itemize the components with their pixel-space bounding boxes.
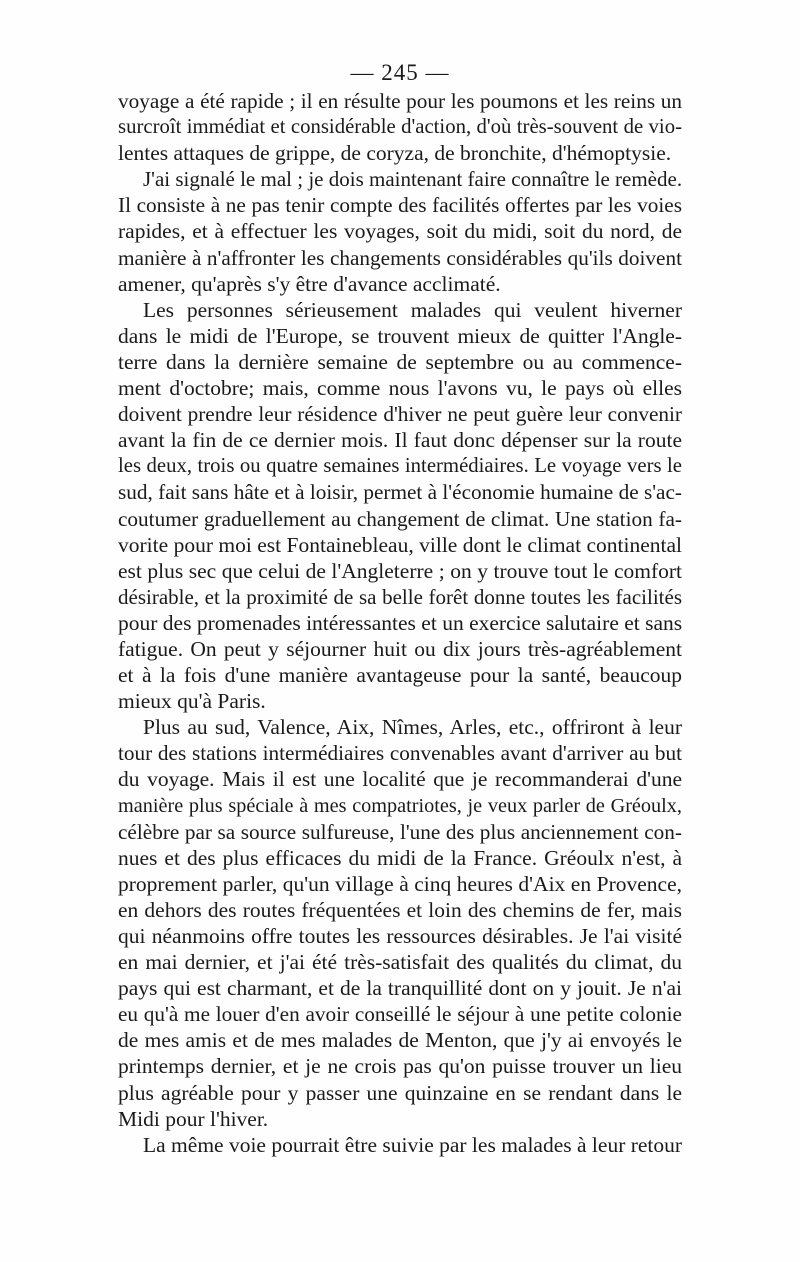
- text-line: amener, qu'après s'y être d'avance acclimaté.: [118, 271, 501, 296]
- text-line: coutumer graduellement au changement de climat. Une station fa-: [118, 506, 682, 531]
- text-line: surcroît immédiat et considérable d'action, d'où très-souvent de vio-: [118, 116, 682, 139]
- text-line: les deux, trois ou quatre semaines intermédiaires. Le voyage vers le: [118, 455, 682, 478]
- text-line: manière à n'affronter les changements considérables qu'ils doivent: [118, 245, 682, 270]
- page-number: — 245 —: [350, 60, 450, 85]
- text-line: Plus au sud, Valence, Aix, Nîmes, Arles, etc., offriront à leur: [143, 715, 682, 740]
- text-line: proprement parler, qu'un village à cinq heures d'Aix en Provence,: [118, 871, 682, 896]
- text-line: voyage a été rapide ; il en résulte pour les poumons et les reins un: [118, 89, 682, 113]
- text-line: doivent prendre leur résidence d'hiver ne peut guère leur convenir: [118, 402, 682, 427]
- text-line: célèbre par sa source sulfureuse, l'une des plus anciennement con-: [118, 819, 682, 844]
- text-line: vorite pour moi est Fontainebleau, ville dont le climat continental: [118, 532, 682, 557]
- text-line: avant la fin de ce dernier mois. Il faut donc dépenser sur la route: [118, 428, 682, 453]
- text-line: en dehors des routes fréquentées et loin des chemins de fer, mais: [118, 897, 682, 922]
- text-line: nues et des plus efficaces du midi de la France. Gréoulx n'est, à: [118, 845, 682, 870]
- text-line: manière plus spéciale à mes compatriotes, je veux parler de Gréoulx,: [118, 794, 682, 817]
- text-line: sud, fait sans hâte et à loisir, permet à l'économie humaine de s'ac-: [118, 480, 682, 505]
- text-line: terre dans la dernière semaine de septembre ou au commence-: [118, 349, 682, 374]
- text-line: Les personnes sérieusement malades qui veulent hiverner: [143, 297, 682, 322]
- text-line: ment d'octobre; mais, comme nous l'avons vu, le pays où elles: [118, 376, 682, 401]
- text-line: J'ai signalé le mal ; je dois maintenant faire connaître le remède.: [143, 167, 682, 192]
- body-text: [118, 88, 682, 1158]
- text-line: Il consiste à ne pas tenir compte des facilités offertes par les voies: [118, 193, 682, 218]
- text-line: est plus sec que celui de l'Angleterre ; on y trouve tout le comfort: [118, 558, 682, 583]
- text-line: La même voie pourrait être suivie par les malades à leur retour: [143, 1132, 682, 1157]
- text-line: pour des promenades intéressantes et un exercice salutaire et sans: [118, 610, 682, 635]
- text-line: et à la fois d'une manière avantageuse pour la santé, beaucoup: [118, 663, 682, 688]
- text-line: en mai dernier, et j'ai été très-satisfait des qualités du climat, du: [118, 950, 682, 975]
- text-line: plus agréable pour y passer une quinzaine en se rendant dans le: [118, 1080, 682, 1105]
- text-line: printemps dernier, et je ne crois pas qu'on puisse trouver un lieu: [118, 1054, 682, 1079]
- text-line: tour des stations intermédiaires convenables avant d'arriver au but: [118, 741, 682, 766]
- text-line: qui néanmoins offre toutes les ressources désirables. Je l'ai visité: [118, 924, 682, 948]
- text-line: Midi pour l'hiver.: [118, 1106, 269, 1131]
- text-line: dans le midi de l'Europe, se trouvent mieux de quitter l'Angle-: [118, 323, 682, 348]
- text-line: mieux qu'à Paris.: [118, 689, 266, 714]
- text-line: rapides, et à effectuer les voyages, soit du midi, soit du nord, de: [118, 219, 682, 244]
- text-line: lentes attaques de grippe, de coryza, de bronchite, d'hémoptysie.: [118, 141, 672, 166]
- text-line: pays qui est charmant, et de la tranquillité dont on y jouit. Je n'ai: [118, 976, 682, 1001]
- text-line: de mes amis et de mes malades de Menton, que j'y ai envoyés le: [118, 1028, 682, 1053]
- text-line: eu qu'à me louer d'en avoir conseillé le séjour à une petite colonie: [118, 1002, 682, 1027]
- text-line: du voyage. Mais il est une localité que je recommanderai d'une: [118, 767, 682, 792]
- text-line: fatigue. On peut y séjourner huit ou dix jours très-agréablement: [118, 636, 682, 661]
- text-line: désirable, et la proximité de sa belle forêt donne toutes les facilités: [118, 584, 682, 609]
